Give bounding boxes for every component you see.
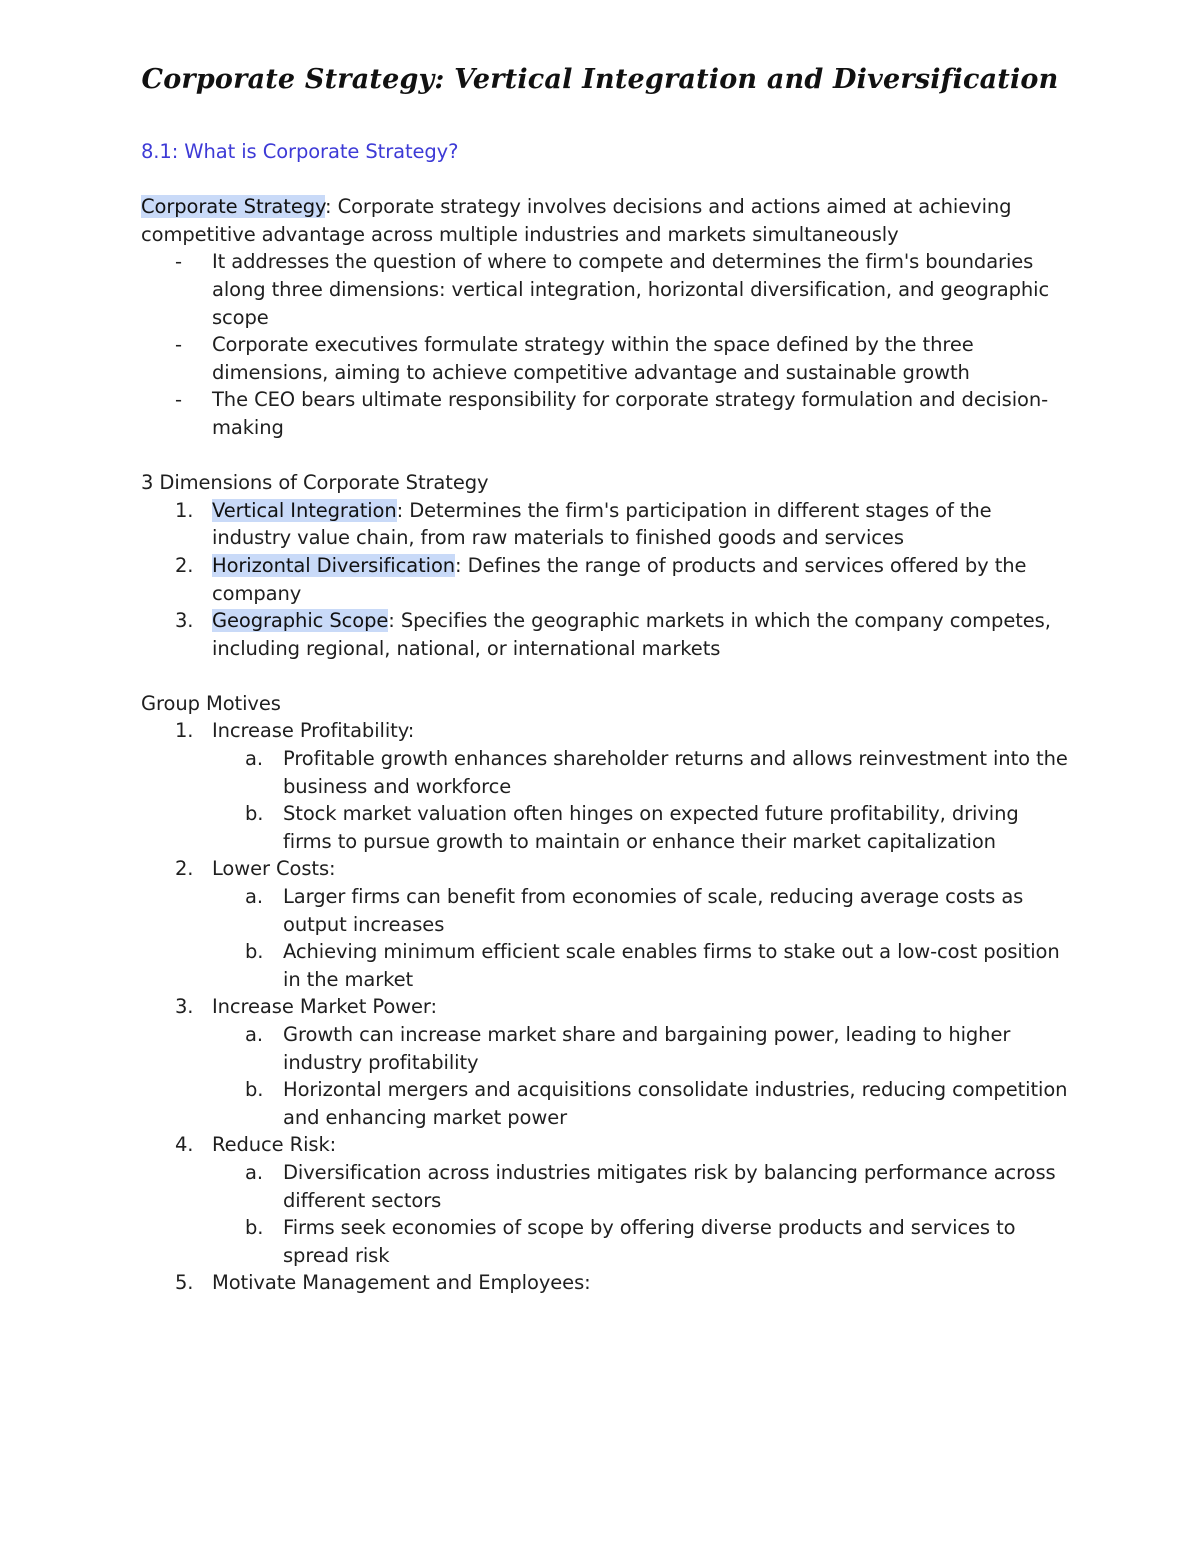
- number-marker: 5.: [175, 1271, 194, 1295]
- list-item-text: The CEO bears ultimate responsibility for corporate strategy formulation and decision-making: [212, 388, 1049, 439]
- bullet-marker: -: [175, 333, 182, 357]
- spacer: [141, 166, 1071, 194]
- sub-list-item: [141, 1076, 1071, 1131]
- definition-paragraph: [141, 193, 1071, 248]
- definition-text: : Corporate strategy involves decisions and actions aimed at achieving competitive advantage across multiple industries and markets simultaneously: [141, 195, 1012, 246]
- list-item: [141, 855, 1071, 993]
- letter-marker: b.: [245, 802, 264, 826]
- spacer: [141, 442, 1071, 470]
- dimension-term: Geographic Scope: [212, 609, 389, 633]
- dimensions-heading: 3 Dimensions of Corporate Strategy: [141, 471, 489, 495]
- list-item: [141, 552, 1071, 607]
- sub-list-item: [141, 938, 1071, 993]
- sub-list-item: [141, 883, 1071, 938]
- letter-marker: a.: [245, 1160, 263, 1184]
- sub-list: [212, 883, 1071, 993]
- number-marker: 1.: [175, 498, 194, 522]
- dimension-term: Vertical Integration: [212, 498, 397, 522]
- definition-term: Corporate Strategy: [141, 195, 326, 219]
- sub-list: [212, 1021, 1071, 1131]
- number-marker: 2.: [175, 857, 194, 881]
- sub-item-text: Achieving minimum efficient scale enables firms to stake out a low-cost position in the market: [283, 940, 1060, 991]
- number-marker: 3.: [175, 995, 194, 1019]
- motives-list: [141, 717, 1071, 1296]
- sub-item-text: Profitable growth enhances shareholder returns and allows reinvestment into the business and workforce: [283, 747, 1068, 798]
- list-item: [141, 248, 1071, 331]
- motive-label: Increase Market Power:: [212, 995, 437, 1019]
- list-item-text: Corporate executives formulate strategy within the space defined by the three dimensions, aiming to achieve competitive advantage and sustainable growth: [212, 333, 974, 384]
- sub-item-text: Larger firms can benefit from economies of scale, reducing average costs as output increases: [283, 885, 1024, 936]
- list-item: [141, 993, 1071, 1131]
- letter-marker: b.: [245, 1216, 264, 1240]
- list-item-text: : Specifies the geographic markets in which the company competes, including regional, national, or international markets: [212, 609, 1051, 660]
- motives-heading: Group Motives: [141, 691, 281, 715]
- document-body: [141, 138, 1071, 1297]
- list-item: [141, 497, 1071, 552]
- number-marker: 4.: [175, 1133, 194, 1157]
- motive-label: Increase Profitability:: [212, 719, 415, 743]
- number-marker: 1.: [175, 719, 194, 743]
- list-item-text: : Determines the firm's participation in different stages of the industry value chain, from raw materials to finished goods and services: [212, 498, 992, 550]
- document-title: Corporate Strategy: Vertical Integration and Diversification: [141, 64, 1059, 95]
- number-marker: 3.: [175, 609, 194, 633]
- dimension-term: Horizontal Diversification: [212, 553, 456, 577]
- letter-marker: b.: [245, 1078, 264, 1102]
- sub-list-item: [141, 745, 1071, 800]
- list-item-text: It addresses the question of where to compete and determines the firm's boundaries along three dimensions: vertical integration, horizontal diversification, and geographic scope: [212, 250, 1050, 329]
- list-item: [141, 386, 1071, 441]
- bullet-marker: -: [175, 250, 182, 274]
- number-marker: 2.: [175, 553, 194, 577]
- sub-item-text: Stock market valuation often hinges on expected future profitability, driving firms to pursue growth to maintain or enhance their market capitalization: [283, 802, 1019, 853]
- sub-item-text: Firms seek economies of scope by offering diverse products and services to spread risk: [283, 1216, 1016, 1267]
- letter-marker: a.: [245, 747, 263, 771]
- list-item: [141, 1131, 1071, 1269]
- sub-list-item: [141, 1159, 1071, 1214]
- sub-item-text: Horizontal mergers and acquisitions consolidate industries, reducing competition and enhancing market power: [283, 1078, 1068, 1129]
- list-item: [141, 607, 1071, 662]
- motive-label: Motivate Management and Employees:: [212, 1271, 591, 1295]
- sub-list-item: [141, 800, 1071, 855]
- motive-label: Reduce Risk:: [212, 1133, 337, 1157]
- sub-item-text: Growth can increase market share and bargaining power, leading to higher industry profitability: [283, 1023, 1011, 1074]
- letter-marker: b.: [245, 940, 264, 964]
- sub-list-item: [141, 1214, 1071, 1269]
- list-item: [141, 1269, 1071, 1297]
- list-item: [141, 717, 1071, 855]
- definition-bullet-list: [141, 248, 1071, 441]
- sub-list-item: [141, 1021, 1071, 1076]
- sub-item-text: Diversification across industries mitigates risk by balancing performance across different sectors: [283, 1160, 1056, 1212]
- sub-list: [212, 745, 1071, 855]
- sub-list: [212, 1159, 1071, 1269]
- list-item: [141, 331, 1071, 386]
- dimensions-list: [141, 497, 1071, 663]
- spacer: [141, 662, 1071, 690]
- letter-marker: a.: [245, 1023, 263, 1046]
- letter-marker: a.: [245, 885, 263, 909]
- bullet-marker: -: [175, 388, 182, 412]
- list-item-text: : Defines the range of products and services offered by the company: [212, 553, 1027, 605]
- section-heading: 8.1: What is Corporate Strategy?: [141, 140, 459, 163]
- motive-label: Lower Costs:: [212, 857, 336, 881]
